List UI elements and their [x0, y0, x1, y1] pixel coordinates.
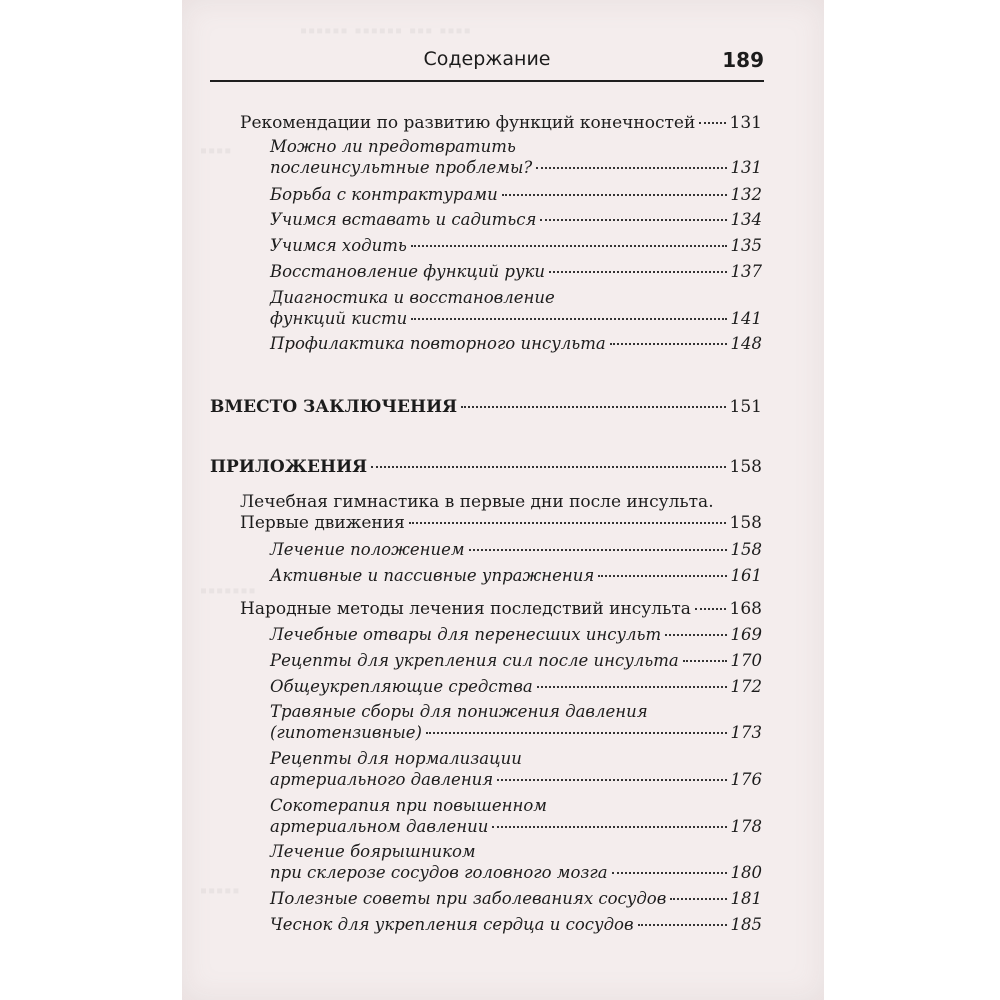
toc-entry-page: 181	[730, 889, 762, 908]
toc-section	[210, 397, 762, 417]
toc-entry	[270, 702, 762, 742]
leader-dots	[409, 522, 726, 524]
leader-dots	[537, 686, 727, 688]
leader-dots	[665, 634, 726, 636]
toc-entry-page: 169	[730, 625, 762, 644]
toc-entry-title-line1: Можно ли предотвратить	[270, 137, 516, 156]
toc-section-page: 151	[729, 397, 762, 417]
toc-entry	[270, 677, 762, 696]
toc-entry-page: 168	[729, 599, 762, 619]
toc-entry-title: Профилактика повторного инсульта	[270, 334, 606, 353]
toc-entry	[270, 566, 762, 585]
leader-dots	[549, 271, 726, 273]
toc-entry-title-line1: Лечебная гимнастика в первые дни после инсульта.	[240, 492, 714, 512]
toc-entry-page: 173	[730, 723, 762, 742]
bleed-through-text: ▪▪▪▪▪▪ ▪▪▪▪▪▪ ▪▪▪ ▪▪▪▪	[300, 20, 472, 42]
bleed-through-text: ▪▪▪▪▪	[200, 880, 241, 902]
leader-dots	[411, 245, 727, 247]
leader-dots	[699, 122, 725, 124]
leader-dots	[638, 924, 727, 926]
leader-dots	[426, 732, 727, 734]
toc-entry-page: 132	[730, 185, 762, 204]
leader-dots	[536, 167, 726, 169]
toc-entry-title: артериальном давлении	[270, 817, 489, 836]
toc-entry	[240, 492, 762, 533]
toc-entry	[240, 113, 762, 133]
toc-entry-page: 170	[730, 651, 762, 670]
toc-entry-title: Учимся вставать и садиться	[270, 210, 537, 229]
toc-entry	[270, 185, 762, 204]
toc-entry	[270, 288, 762, 328]
toc-entry	[270, 540, 762, 559]
toc-section	[210, 457, 762, 477]
toc-section-page: 158	[729, 457, 762, 477]
toc-entry-page: 158	[730, 540, 762, 559]
toc-entry-page: 137	[730, 262, 762, 281]
toc-entry-page: 161	[730, 566, 762, 585]
leader-dots	[612, 872, 727, 874]
toc-entry	[270, 889, 762, 908]
toc-entry	[270, 625, 762, 644]
toc-entry-title: Чеснок для укрепления сердца и сосудов	[270, 915, 634, 934]
toc-entry-page: 131	[730, 158, 762, 177]
toc-entry-title: послеинсультные проблемы?	[270, 158, 533, 177]
toc-entry-page: 158	[729, 513, 762, 533]
leader-dots	[469, 549, 727, 551]
leader-dots	[461, 406, 725, 408]
leader-dots	[492, 826, 726, 828]
toc-entry	[270, 749, 762, 789]
toc-entry-title-line1: Диагностика и восстановление	[270, 288, 555, 307]
toc-entry-page: 176	[730, 770, 762, 789]
toc-entry-title: Лечение положением	[270, 540, 465, 559]
toc-entry-title: Лечебные отвары для перенесших инсульт	[270, 625, 662, 644]
toc-entry-title: Полезные советы при заболеваниях сосудов	[270, 889, 667, 908]
toc-entry-title-line1: Лечение боярышником	[270, 842, 476, 861]
toc-entry-title-line1: Травяные сборы для понижения давления	[270, 702, 648, 721]
toc-entry	[270, 262, 762, 281]
toc-entry	[240, 599, 762, 619]
leader-dots	[540, 219, 726, 221]
toc-entry-page: 134	[730, 210, 762, 229]
toc-entry-title: Восстановление функций руки	[270, 262, 546, 281]
bleed-through-text: ▪▪▪▪	[200, 140, 233, 162]
toc-section-title: ВМЕСТО ЗАКЛЮЧЕНИЯ	[210, 397, 458, 417]
toc-entry-page: 135	[730, 236, 762, 255]
toc-entry-page: 131	[729, 113, 762, 133]
toc-entry-title: Активные и пассивные упражнения	[270, 566, 595, 585]
toc-entry-title: Рецепты для укрепления сил после инсульта	[270, 651, 679, 670]
leader-dots	[695, 608, 726, 610]
leader-dots	[411, 318, 726, 320]
toc-entry	[270, 334, 762, 353]
toc-entry	[270, 796, 762, 836]
toc-entry-title: Общеукрепляющие средства	[270, 677, 533, 696]
toc-entry-title-line1: Сокотерапия при повышенном	[270, 796, 547, 815]
leader-dots	[598, 575, 726, 577]
toc-entry-page: 185	[730, 915, 762, 934]
leader-dots	[670, 898, 726, 900]
toc-entry	[270, 137, 762, 177]
toc-entry-page: 141	[730, 309, 762, 328]
toc-entry	[270, 210, 762, 229]
toc-entry-title: функций кисти	[270, 309, 408, 328]
toc-entry-title: при склерозе сосудов головного мозга	[270, 863, 608, 882]
toc-entry	[270, 651, 762, 670]
toc-entry	[270, 915, 762, 934]
header-page-number: 189	[722, 48, 764, 72]
leader-dots	[683, 660, 727, 662]
toc-entry-page: 180	[730, 863, 762, 882]
toc-entry-title: артериального давления	[270, 770, 494, 789]
toc-entry-title: (гипотензивные)	[270, 723, 422, 742]
toc-entry	[270, 236, 762, 255]
header-title: Содержание	[423, 48, 551, 70]
toc-entry-page: 148	[730, 334, 762, 353]
toc-entry-title: Учимся ходить	[270, 236, 407, 255]
toc-entry-title-line1: Рецепты для нормализации	[270, 749, 522, 768]
toc-entry-title: Первые движения	[240, 513, 405, 533]
toc-entry-title: Рекомендации по развитию функций конечностей	[240, 113, 696, 133]
leader-dots	[610, 343, 727, 345]
toc-entry-title: Народные методы лечения последствий инсульта	[240, 599, 691, 619]
leader-dots	[497, 779, 726, 781]
leader-dots	[371, 466, 725, 468]
bleed-through-text: ▪▪▪▪▪▪▪	[200, 580, 257, 602]
toc-entry-page: 172	[730, 677, 762, 696]
toc-entry	[270, 842, 762, 882]
toc-section-title: ПРИЛОЖЕНИЯ	[210, 457, 368, 477]
toc-entry-title: Борьба с контрактурами	[270, 185, 498, 204]
toc-entry-page: 178	[730, 817, 762, 836]
leader-dots	[502, 194, 727, 196]
